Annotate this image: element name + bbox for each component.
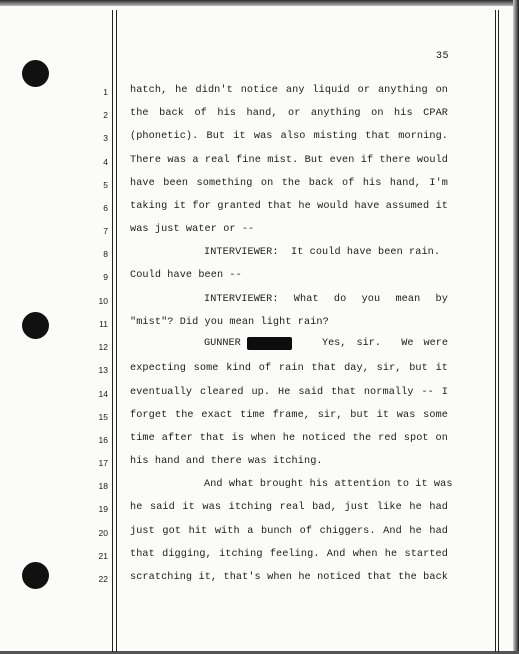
transcript-line-14: eventually cleared up. He said that normally -- I [130, 387, 448, 398]
punch-hole-middle [22, 312, 49, 339]
line-number: 4 [103, 157, 108, 167]
line-number: 3 [103, 133, 108, 143]
line-number: 12 [98, 342, 108, 352]
transcript-line-2: the back of his hand, or anything on his CPAR [130, 108, 448, 119]
transcript-line-19: he said it was itching real bad, just like he had [130, 502, 448, 513]
line-number: 20 [98, 528, 108, 538]
redaction-block [247, 337, 292, 350]
transcript-line-3: (phonetic). But it was also misting that morning. [130, 131, 448, 142]
transcript-line-9: Could have been -- [130, 270, 242, 281]
transcript-line-22: scratching it, that's when he noticed that the back [130, 572, 448, 583]
transcript-line-15: forget the exact time frame, sir, but it was some [130, 410, 448, 421]
line-number: 6 [103, 203, 108, 213]
transcript-line-20: just got hit with a bunch of chiggers. And he had [130, 526, 448, 537]
page-number: 35 [436, 51, 450, 62]
left-margin-rule-inner [116, 10, 117, 652]
line-number: 8 [103, 249, 108, 259]
transcript-line-4: There was a real fine mist. But even if there would [130, 155, 448, 166]
line-number: 10 [98, 296, 108, 306]
interviewer-line-8: INTERVIEWER: It could have been rain. [204, 247, 441, 258]
transcript-line-21: that digging, itching feeling. And when he started [130, 549, 448, 560]
transcript-line-13: expecting some kind of rain that day, sir, but it [130, 363, 448, 374]
line-number: 18 [98, 481, 108, 491]
line-number: 7 [103, 226, 108, 236]
right-margin-rule-outer [498, 10, 499, 652]
line-number: 17 [98, 458, 108, 468]
line-number: 15 [98, 412, 108, 422]
line-number: 9 [103, 272, 108, 282]
line-number: 1 [103, 87, 108, 97]
transcript-line-1: hatch, he didn't notice any liquid or anything on [130, 85, 448, 96]
transcript-line-16: time after that is when he noticed the red spot on [130, 433, 448, 444]
transcript-line-18: And what brought his attention to it was [204, 479, 453, 490]
interviewer-line-10: INTERVIEWER: What do you mean by [204, 294, 448, 305]
line-number: 13 [98, 365, 108, 375]
scan-edge-right [513, 0, 519, 654]
line-number: 16 [98, 435, 108, 445]
right-margin-rule [495, 10, 496, 652]
scan-edge-top [0, 0, 519, 6]
punch-hole-top [22, 60, 49, 87]
transcript-line-5: have been something on the back of his hand, I'm [130, 178, 448, 189]
left-margin-rule [112, 10, 113, 652]
line-number: 19 [98, 504, 108, 514]
line-number: 22 [98, 574, 108, 584]
gunner-reply: Yes, sir. We were [321, 338, 448, 349]
line-number: 14 [98, 389, 108, 399]
line-number: 21 [98, 551, 108, 561]
transcript-line-17: his hand and there was itching. [130, 456, 323, 467]
line-number: 2 [103, 110, 108, 120]
gunner-line-12 [204, 337, 448, 350]
transcript-line-11: "mist"? Did you mean light rain? [130, 317, 329, 328]
line-number: 11 [99, 319, 108, 329]
punch-hole-bottom [22, 562, 49, 589]
transcript-line-7: was just water or -- [130, 224, 255, 235]
transcript-line-6: taking it for granted that he would have assumed it [130, 201, 448, 212]
speaker-label: GUNNER [204, 338, 241, 349]
line-number: 5 [103, 180, 108, 190]
